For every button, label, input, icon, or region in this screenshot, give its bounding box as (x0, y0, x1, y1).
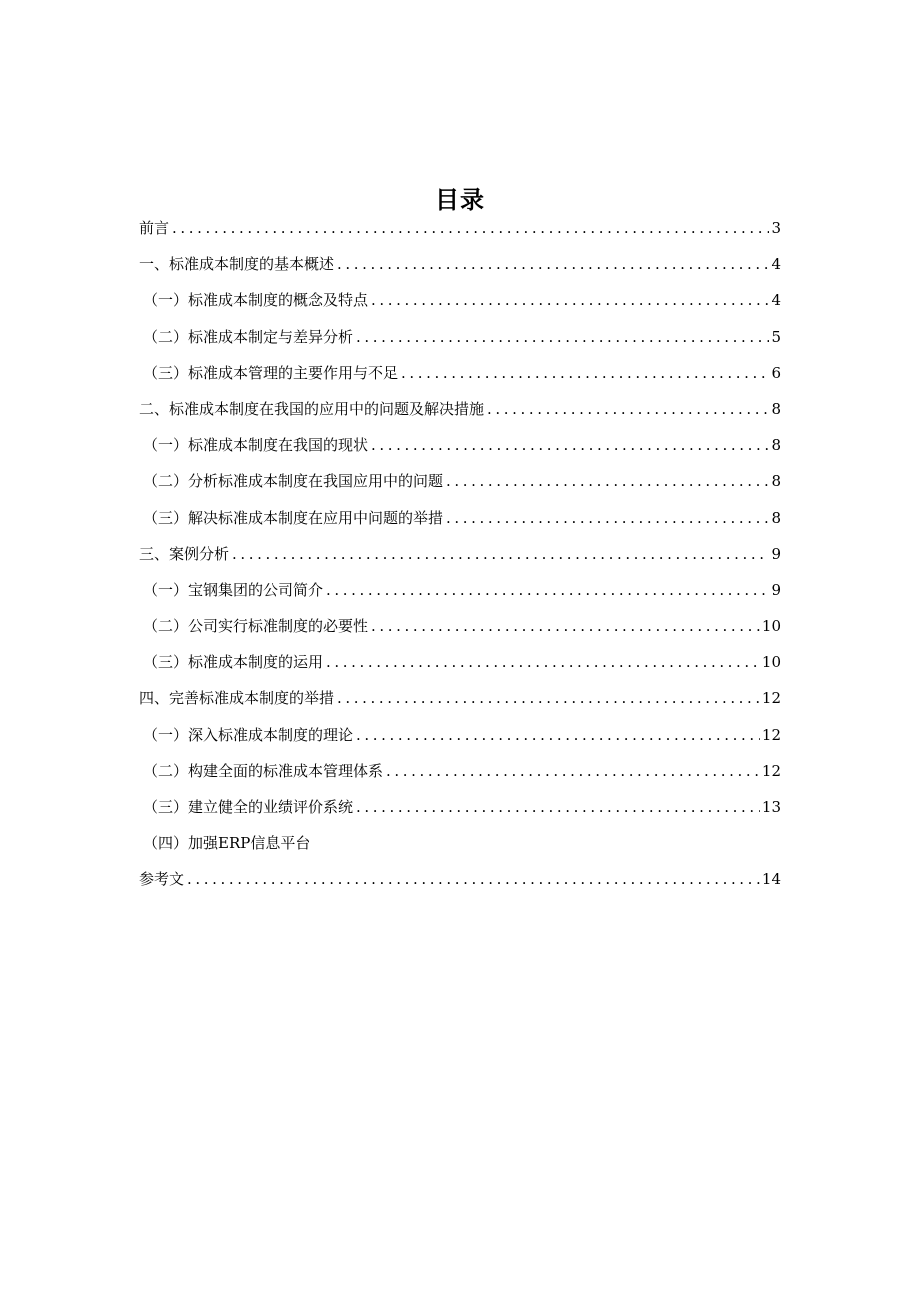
toc-entry[interactable] (139, 246, 781, 282)
toc-page-number: 12 (761, 689, 781, 708)
toc-entry-title: 三、案例分析 (139, 544, 230, 563)
toc-page-number: 9 (771, 580, 781, 599)
toc-entry[interactable] (139, 500, 781, 536)
toc-dot-leader (371, 282, 769, 318)
toc-entry-title: （四）加强ERP信息平台 (143, 834, 311, 853)
toc-dot-leader (446, 500, 769, 536)
toc-dot-leader (337, 680, 760, 716)
toc-page-number: 5 (771, 327, 781, 346)
toc-entry-title: （三）标准成本制度的运用 (143, 653, 324, 672)
toc-entry[interactable] (139, 210, 781, 246)
toc-dot-leader (326, 644, 760, 680)
toc-entry[interactable] (139, 463, 781, 499)
toc-entry[interactable] (139, 391, 781, 427)
toc-dot-leader (356, 717, 760, 753)
toc-entry[interactable] (139, 789, 781, 825)
toc-entry-title: 一、标准成本制度的基本概述 (139, 255, 335, 274)
toc-page-number: 8 (771, 508, 781, 527)
toc-entry-title: （一）宝钢集团的公司简介 (143, 580, 324, 599)
toc-entry-title: （三）建立健全的业绩评价系统 (143, 798, 354, 816)
toc-entry[interactable] (139, 427, 781, 463)
toc-page-number: 13 (761, 798, 781, 816)
toc-page-number: 3 (771, 219, 781, 237)
toc-entry[interactable] (139, 644, 781, 680)
toc-entry[interactable] (139, 572, 781, 608)
toc-dot-leader (187, 861, 760, 897)
toc-entry[interactable] (139, 680, 781, 716)
toc-page-number: 10 (761, 617, 781, 636)
toc-entry-title: （二）标准成本制定与差异分析 (143, 327, 354, 346)
toc-entry-title: （三）标准成本管理的主要作用与不足 (143, 363, 399, 382)
toc-dot-leader (371, 608, 760, 644)
toc-dot-leader (371, 427, 769, 463)
toc-entry[interactable] (139, 608, 781, 644)
toc-dot-leader (487, 391, 769, 427)
toc-entry-title: 四、完善标准成本制度的举措 (139, 689, 335, 708)
toc-page-number: 9 (771, 544, 781, 563)
toc-dot-leader (356, 319, 769, 355)
toc-dot-leader (446, 463, 769, 499)
toc-entry[interactable] (139, 282, 781, 318)
toc-entry[interactable] (139, 717, 781, 753)
toc-entry[interactable] (139, 319, 781, 355)
toc-page-number: 12 (761, 725, 781, 744)
toc-page-number: 6 (771, 363, 781, 382)
toc-dot-leader (337, 246, 769, 282)
toc-entry[interactable] (139, 861, 781, 897)
toc-page-number: 8 (771, 472, 781, 491)
toc-page-number: 4 (771, 255, 781, 274)
toc-dot-leader (401, 355, 769, 391)
toc-entry-title: （一）标准成本制度的概念及特点 (143, 291, 369, 310)
toc-entry[interactable] (139, 536, 781, 572)
toc-page-number: 8 (771, 436, 781, 455)
toc-entry-title: （一）深入标准成本制度的理论 (143, 725, 354, 744)
toc-dot-leader (386, 753, 760, 789)
toc-entry-title: （二）分析标准成本制度在我国应用中的问题 (143, 472, 444, 491)
toc-title: 目录 (435, 186, 485, 215)
toc-dot-leader (326, 572, 769, 608)
toc-dot-leader (232, 536, 769, 572)
toc-page-number: 12 (761, 761, 781, 780)
toc-entry-title: （二）构建全面的标准成本管理体系 (143, 761, 384, 780)
toc-page-number: 10 (761, 653, 781, 672)
toc-entry-title: （二）公司实行标准制度的必要性 (143, 617, 369, 636)
toc-page-number: 8 (771, 399, 781, 418)
toc-entry-title: 参考文 (139, 870, 185, 889)
toc-entry-title: 二、标准成本制度在我国的应用中的问题及解决措施 (139, 399, 485, 418)
toc-entry[interactable] (139, 753, 781, 789)
toc-entry[interactable] (139, 355, 781, 391)
toc-page-number: 4 (771, 291, 781, 310)
toc-dot-leader (356, 789, 760, 825)
toc-page-number: 14 (761, 870, 781, 889)
toc-dot-leader (172, 210, 769, 246)
toc-entry-title: （三）解决标准成本制度在应用中问题的举措 (143, 508, 444, 527)
toc-entry-title: 前言 (139, 219, 170, 237)
toc-entry[interactable] (139, 825, 781, 861)
table-of-contents (139, 210, 781, 898)
toc-entry-title: （一）标准成本制度在我国的现状 (143, 436, 369, 455)
